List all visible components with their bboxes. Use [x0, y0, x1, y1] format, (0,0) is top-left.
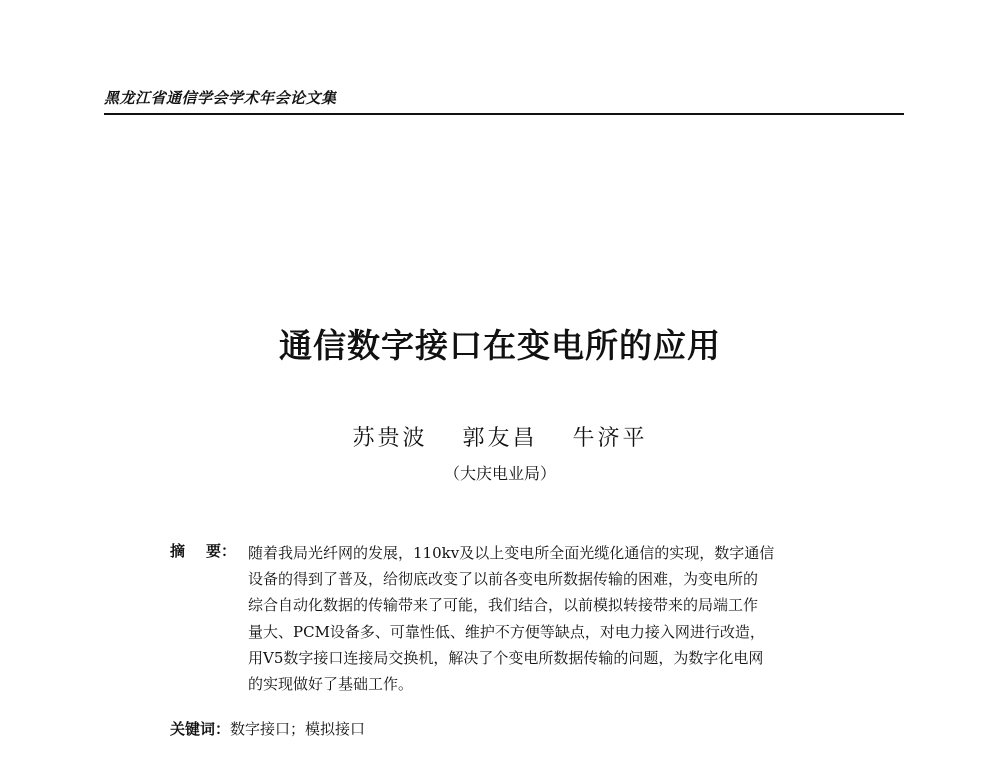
keywords-section	[170, 718, 365, 739]
author-name: 苏贵波	[352, 426, 428, 451]
abstract-label-char: 摘	[170, 542, 186, 560]
abstract-line: 随着我局光纤网的发展，110kv及以上变电所全面光缆化通信的实现，数字通信	[248, 544, 775, 562]
abstract-line: 综合自动化数据的传输带来了可能，我们结合，以前模拟转接带来的局端工作	[248, 596, 759, 615]
abstract-line: 用V5数字接口连接局交换机，解决了个变电所数据传输的问题，为数字化电网	[248, 648, 764, 667]
abstract-line: 设备的得到了普及，给彻底改变了以前各变电所数据传输的困难，为变电所的	[248, 570, 759, 589]
abstract-line: 量大、PCM设备多、可靠性低、维护不方便等缺点，对电力接入网进行改造，	[248, 622, 765, 641]
author-name: 郭友昌	[462, 426, 538, 451]
abstract-label	[170, 540, 242, 561]
running-head: 黑龙江省通信学会学术年会论文集	[104, 89, 337, 107]
author-name: 牛济平	[572, 426, 648, 451]
author-list	[0, 421, 1000, 452]
abstract-label-char: 要：	[206, 542, 237, 560]
abstract-body	[248, 540, 848, 697]
abstract-line: 的实现做好了基础工作。	[248, 674, 414, 693]
paper-title: 通信数字接口在变电所的应用	[279, 326, 721, 365]
affiliation: （大庆电业局）	[443, 464, 556, 483]
keywords-text: 数字接口；模拟接口	[230, 720, 366, 738]
keywords-label: 关键词：	[170, 720, 231, 738]
header-rule	[104, 113, 904, 115]
